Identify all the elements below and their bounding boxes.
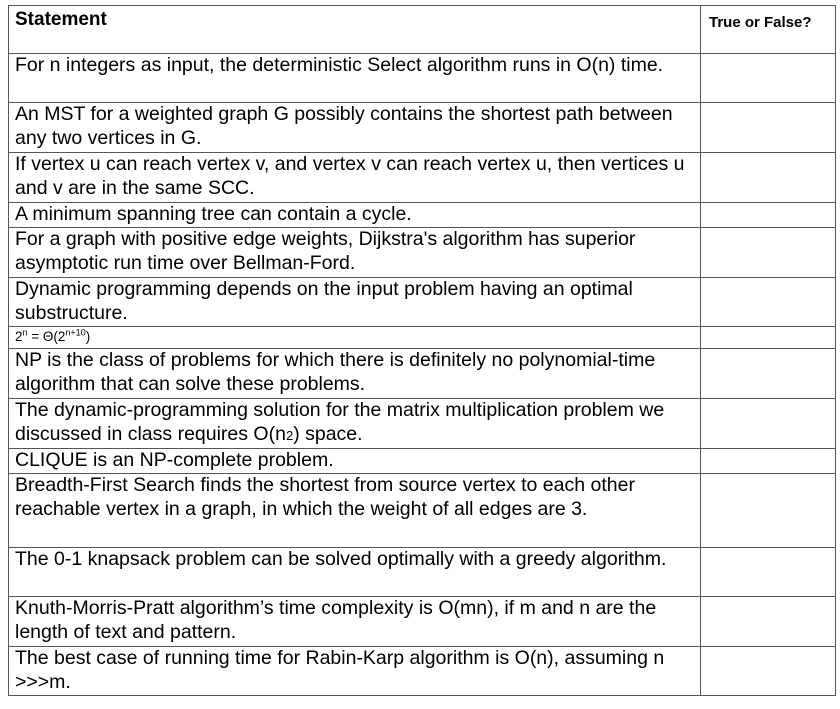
answer-cell[interactable] xyxy=(701,597,836,647)
answer-cell[interactable] xyxy=(701,228,836,278)
statement-cell: A minimum spanning tree can contain a cycle. xyxy=(9,203,701,228)
answer-cell[interactable] xyxy=(701,474,836,548)
answer-cell[interactable] xyxy=(701,278,836,327)
table-row xyxy=(9,399,836,449)
true-false-table xyxy=(8,5,836,696)
statement-text: The dynamic-programming solution for the matrix multiplication problem we discussed in class requires O(n xyxy=(15,399,665,445)
table-row xyxy=(9,54,836,103)
header-row xyxy=(9,6,836,54)
answer-cell[interactable] xyxy=(701,349,836,399)
statement-cell: The best case of running time for Rabin-Karp algorithm is O(n), assuming n >>>m. xyxy=(9,647,701,696)
statement-cell: An MST for a weighted graph G possibly contains the shortest path between any two vertices in G. xyxy=(9,103,701,153)
formula-theta: = Θ(2 xyxy=(27,329,66,344)
table-row xyxy=(9,349,836,399)
table-row xyxy=(9,474,836,548)
table-row xyxy=(9,449,836,474)
table-row xyxy=(9,548,836,597)
formula-close: ) xyxy=(85,329,91,344)
answer-cell[interactable] xyxy=(701,449,836,474)
exponent-small: 2 xyxy=(285,427,294,443)
table-row xyxy=(9,153,836,203)
table-row xyxy=(9,278,836,327)
table-row xyxy=(9,228,836,278)
table-row xyxy=(9,203,836,228)
answer-cell[interactable] xyxy=(701,327,836,349)
answer-cell[interactable] xyxy=(701,548,836,597)
statement-cell: The 0-1 knapsack problem can be solved optimally with a greedy algorithm. xyxy=(9,548,701,597)
statement-cell: Breadth-First Search finds the shortest from source vertex to each other reachable vertex in a graph, in which the weight of all edges are 3. xyxy=(9,474,701,548)
formula-exponent: n+10 xyxy=(65,327,86,338)
answer-cell[interactable] xyxy=(701,203,836,228)
statement-cell xyxy=(9,399,701,449)
statement-cell: For a graph with positive edge weights, Dijkstra's algorithm has superior asymptotic run time over Bellman-Ford. xyxy=(9,228,701,278)
answer-cell[interactable] xyxy=(701,153,836,203)
answer-header: True or False? xyxy=(701,6,836,54)
statement-cell: For n integers as input, the deterministic Select algorithm runs in O(n) time. xyxy=(9,54,701,103)
statement-cell: Knuth-Morris-Pratt algorithm’s time complexity is O(mn), if m and n are the length of text and pattern. xyxy=(9,597,701,647)
statement-cell xyxy=(9,327,701,349)
statement-cell: CLIQUE is an NP-complete problem. xyxy=(9,449,701,474)
table-row xyxy=(9,327,836,349)
statement-header: Statement xyxy=(9,6,701,54)
table-row xyxy=(9,647,836,696)
table-row xyxy=(9,597,836,647)
table-row xyxy=(9,103,836,153)
statement-cell: If vertex u can reach vertex v, and vertex v can reach vertex u, then vertices u and v are in the same SCC. xyxy=(9,153,701,203)
answer-cell[interactable] xyxy=(701,54,836,103)
formula-base: 2 xyxy=(15,329,23,344)
answer-cell[interactable] xyxy=(701,399,836,449)
formula-exponent: n xyxy=(22,327,28,338)
answer-cell[interactable] xyxy=(701,647,836,696)
answer-cell[interactable] xyxy=(701,103,836,153)
statement-cell: NP is the class of problems for which there is definitely no polynomial-time algorithm that can solve these problems. xyxy=(9,349,701,399)
statement-text-end: ) space. xyxy=(293,422,363,445)
statement-cell: Dynamic programming depends on the input problem having an optimal substructure. xyxy=(9,278,701,327)
